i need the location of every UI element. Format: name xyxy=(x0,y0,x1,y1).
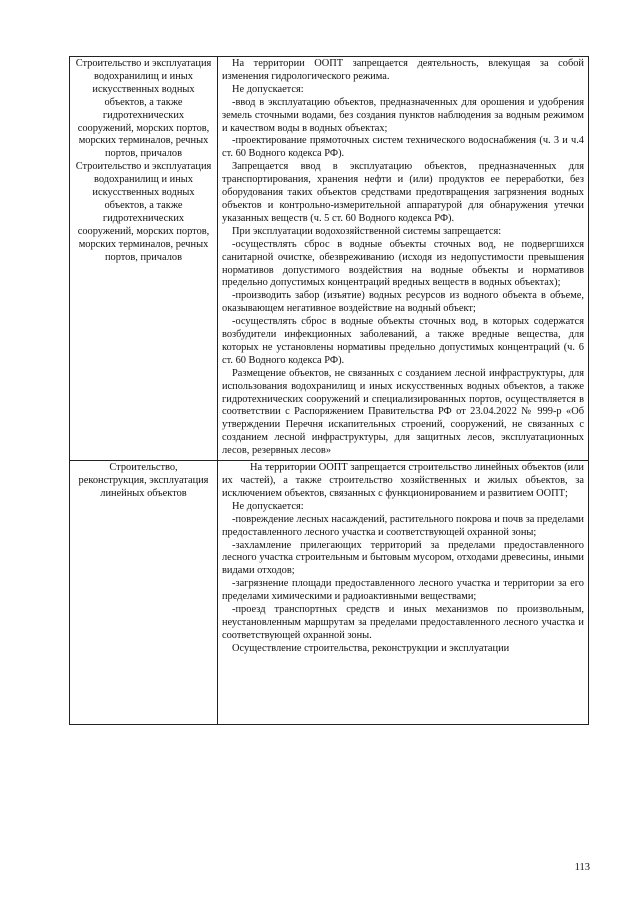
paragraph: -производить забор (изъятие) водных ресурсов из водного объекта в объеме, оказывающем негативное воздействие на водный объект; xyxy=(222,290,584,315)
table-row xyxy=(70,461,589,725)
activity-cell xyxy=(70,461,218,725)
activity-label: Строительство и эксплуатация водохранилищ и иных искусственных водных объектов, а также гидротехнических сооружений, морских портов, морских терминалов, речных портов, причалов xyxy=(75,58,212,160)
activity-label: Строительство и эксплуатация водохранилищ и иных искусственных водных объектов, а также гидротехнических сооружений, морских портов, морских терминалов, речных портов, причалов xyxy=(75,161,212,263)
paragraph: -осуществлять сброс в водные объекты сточных вод, не подвергшихся санитарной очистке, обезвреживанию (исходя из недопустимости превышения нормативов допустимого воздействия на водные объекты и нормативов предельно допустимых концентраций вредных веществ в водных объектах); xyxy=(222,238,584,289)
table-row xyxy=(70,57,589,461)
paragraph: -проектирование прямоточных систем технического водоснабжения (ч. 3 и ч.4 ст. 60 Водного кодекса РФ). xyxy=(222,135,584,160)
restrictions-cell xyxy=(218,57,589,461)
paragraph: -захламление прилегающих территорий за пределами предоставленного лесного участка строительным и бытовым мусором, отходами древесины, иными видами отходов; xyxy=(222,539,584,577)
paragraph: Не допускается: xyxy=(232,83,304,95)
paragraph: На территории ООПТ запрещается деятельность, влекущая за собой изменения гидрологического режима. xyxy=(222,58,584,82)
regulations-table xyxy=(69,56,589,725)
restrictions-cell xyxy=(218,461,589,725)
paragraph: Размещение объектов, не связанных с созданием лесной инфраструктуры, для использования водохранилищ и иных искусственных водных объектов, а также гидротехнических сооружений и специализированных портов, осуществляется в соответствии с Распоряжением Правительства РФ от 23.04.2022 № 999-р «Об утверждении Перечня искапительных строений, сооружений, не связанных с созданием лесной инфраструктуры, для защитных лесов, эксплуатационных лесов, резервных лесов» xyxy=(222,367,584,457)
page-number: 113 xyxy=(574,862,590,873)
paragraph: На территории ООПТ запрещается строительство линейных объектов (или их частей), а также строительство хозяйственных и жилых объектов, за исключением объектов, связанных с функционированием и развитием ООПТ; xyxy=(222,462,584,499)
paragraph: -осуществлять сброс в водные объекты сточных вод, в которых содержатся возбудители инфекционных заболеваний, а также вредные вещества, для которых не установлены нормативы предельно допустимых концентраций (ч. 6 ст. 60 Водного кодекса РФ). xyxy=(222,316,584,366)
paragraph: -повреждение лесных насаждений, растительного покрова и почв за пределами предоставленного лесного участка и соответствующей охранной зоны; xyxy=(222,513,584,538)
paragraph: Осуществление строительства, реконструкции и эксплуатации xyxy=(232,642,510,654)
paragraph: Не допускается: xyxy=(232,500,304,512)
activity-cell xyxy=(70,57,218,461)
activity-label: Строительство, реконструкция, эксплуатация линейных объектов xyxy=(78,462,209,499)
paragraph: -ввод в эксплуатацию объектов, предназначенных для орошения и удобрения земель сточными водами, без создания пунктов наблюдения за водным режимом и качеством воды в водных объектах; xyxy=(222,96,584,134)
paragraph: -загрязнение площади предоставленного лесного участка и территории за его пределами химическими и радиоактивными веществами; xyxy=(222,578,584,603)
paragraph: Запрещается ввод в эксплуатацию объектов, предназначенных для транспортирования, хранения нефти и (или) продуктов ее переработки, без оборудования таких объектов средствами предотвращения загрязнения водных объектов и контрольно-измерительной аппаратурой для обнаружения утечки указанных веществ (ч. 5 ст. 60 Водного кодекса РФ). xyxy=(222,161,584,224)
paragraph: При эксплуатации водохозяйственной системы запрещается: xyxy=(232,225,502,237)
paragraph: -проезд транспортных средств и иных механизмов по произвольным, неустановленным маршрутам за пределами предоставленного лесного участка и соответствующей охранной зоны. xyxy=(222,604,584,641)
